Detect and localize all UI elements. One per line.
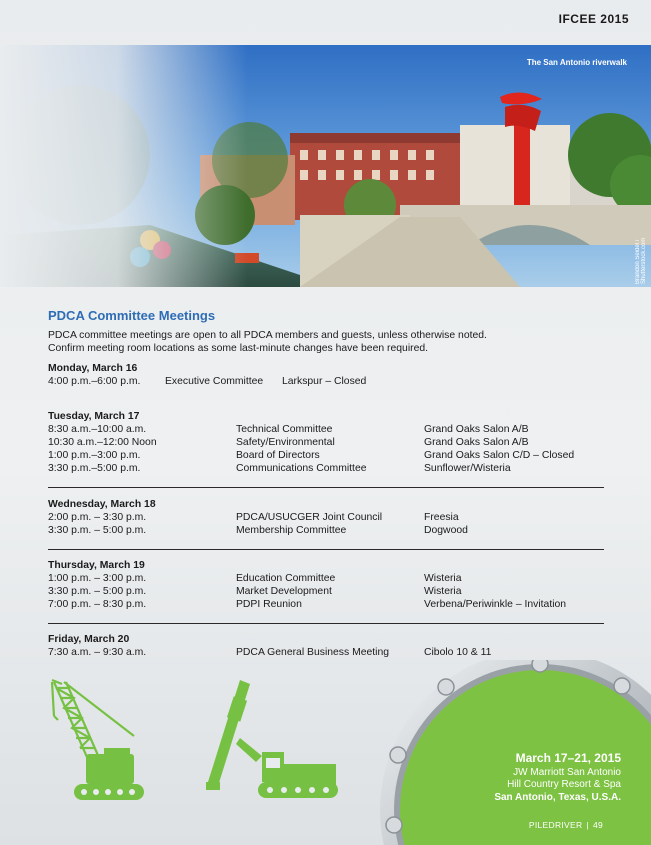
schedule-row [48, 423, 604, 436]
crawler-crane-icon [44, 676, 154, 806]
meeting-committee: Executive Committee [165, 376, 264, 387]
day-block-wednesday [48, 498, 604, 537]
meeting-time: 7:30 a.m. – 9:30 a.m. [48, 647, 147, 658]
meeting-committee: PDPI Reunion [236, 599, 302, 610]
day-block-thursday [48, 559, 604, 611]
intro-line: Confirm meeting room locations as some last-minute changes have been required. [48, 343, 429, 354]
meeting-room: Sunflower/Wisteria [424, 463, 511, 474]
meeting-time: 3:30 p.m.–5:00 p.m. [48, 463, 141, 474]
meeting-committee: Safety/Environmental [236, 437, 335, 448]
schedule-row [48, 511, 604, 524]
day-title: Monday, March 16 [48, 363, 138, 374]
meeting-committee: Board of Directors [236, 450, 320, 461]
meeting-time: 2:00 p.m. – 3:30 p.m. [48, 512, 147, 523]
meeting-time: 3:30 p.m. – 5:00 p.m. [48, 525, 147, 536]
meeting-committee: Market Development [236, 586, 332, 597]
schedule-row [48, 646, 604, 659]
meeting-time: 4:00 p.m.–6:00 p.m. [48, 376, 141, 387]
meeting-time: 3:30 p.m. – 5:00 p.m. [48, 586, 147, 597]
meeting-room: Wisteria [424, 573, 462, 584]
day-title: Thursday, March 19 [48, 560, 145, 571]
meeting-room: Verbena/Periwinkle – Invitation [424, 599, 567, 610]
schedule-row [48, 375, 604, 388]
day-block-tuesday [48, 410, 604, 475]
intro-text [48, 329, 568, 355]
event-dates: March 17–21, 2015 [515, 751, 621, 765]
photo-credit: Brandon Seidel / Shutterstock.com [635, 237, 647, 284]
meeting-room: Grand Oaks Salon A/B [424, 424, 529, 435]
event-city: San Antonio, Texas, U.S.A. [494, 791, 621, 803]
meeting-room: Grand Oaks Salon C/D – Closed [424, 450, 575, 461]
footer-separator: | [586, 820, 589, 830]
day-title: Friday, March 20 [48, 634, 130, 645]
day-title: Wednesday, March 18 [48, 499, 156, 510]
event-venue: Hill Country Resort & Spa [507, 779, 621, 790]
schedule-row [48, 524, 604, 537]
publication-name: PILEDRIVER [528, 820, 583, 830]
schedule-row [48, 585, 604, 598]
meeting-committee: PDCA/USUCGER Joint Council [236, 512, 383, 523]
meeting-committee: Communications Committee [236, 463, 367, 474]
event-info [494, 752, 621, 804]
event-tag: IFCEE 2015 [558, 12, 629, 26]
event-venue: JW Marriott San Antonio [513, 766, 621, 778]
schedule-row [48, 598, 604, 611]
schedule-row [48, 572, 604, 585]
schedule-row [48, 462, 604, 475]
drill-rig-icon [200, 678, 350, 806]
day-title: Tuesday, March 17 [48, 411, 140, 422]
meeting-committee: Membership Committee [236, 525, 347, 536]
section-title: PDCA Committee Meetings [48, 308, 216, 323]
meeting-time: 10:30 a.m.–12:00 Noon [48, 437, 157, 448]
page-footer [529, 820, 603, 830]
meeting-committee: Education Committee [236, 573, 336, 584]
intro-line: PDCA committee meetings are open to all PDCA members and guests, unless otherwise noted. [48, 330, 487, 341]
day-block-monday [48, 362, 604, 388]
divider [48, 487, 604, 488]
meeting-time: 1:00 p.m.–3:00 p.m. [48, 450, 141, 461]
schedule-row [48, 449, 604, 462]
meeting-room: Freesia [424, 512, 459, 523]
meeting-room: Wisteria [424, 586, 462, 597]
meeting-time: 8:30 a.m.–10:00 a.m. [48, 424, 147, 435]
meeting-time: 1:00 p.m. – 3:00 p.m. [48, 573, 147, 584]
day-block-friday [48, 633, 604, 659]
meeting-time: 7:00 p.m. – 8:30 p.m. [48, 599, 147, 610]
riverwalk-photo [0, 45, 651, 287]
schedule-row [48, 436, 604, 449]
photo-caption: The San Antonio riverwalk [526, 58, 627, 67]
meeting-room: Grand Oaks Salon A/B [424, 437, 529, 448]
divider [48, 549, 604, 550]
meeting-committee: Technical Committee [236, 424, 333, 435]
divider [48, 623, 604, 624]
page-number: 49 [592, 820, 603, 830]
meeting-committee: PDCA General Business Meeting [236, 647, 390, 658]
meeting-room: Larkspur – Closed [282, 376, 367, 387]
meeting-room: Dogwood [424, 525, 468, 536]
meeting-room: Cibolo 10 & 11 [424, 647, 492, 658]
